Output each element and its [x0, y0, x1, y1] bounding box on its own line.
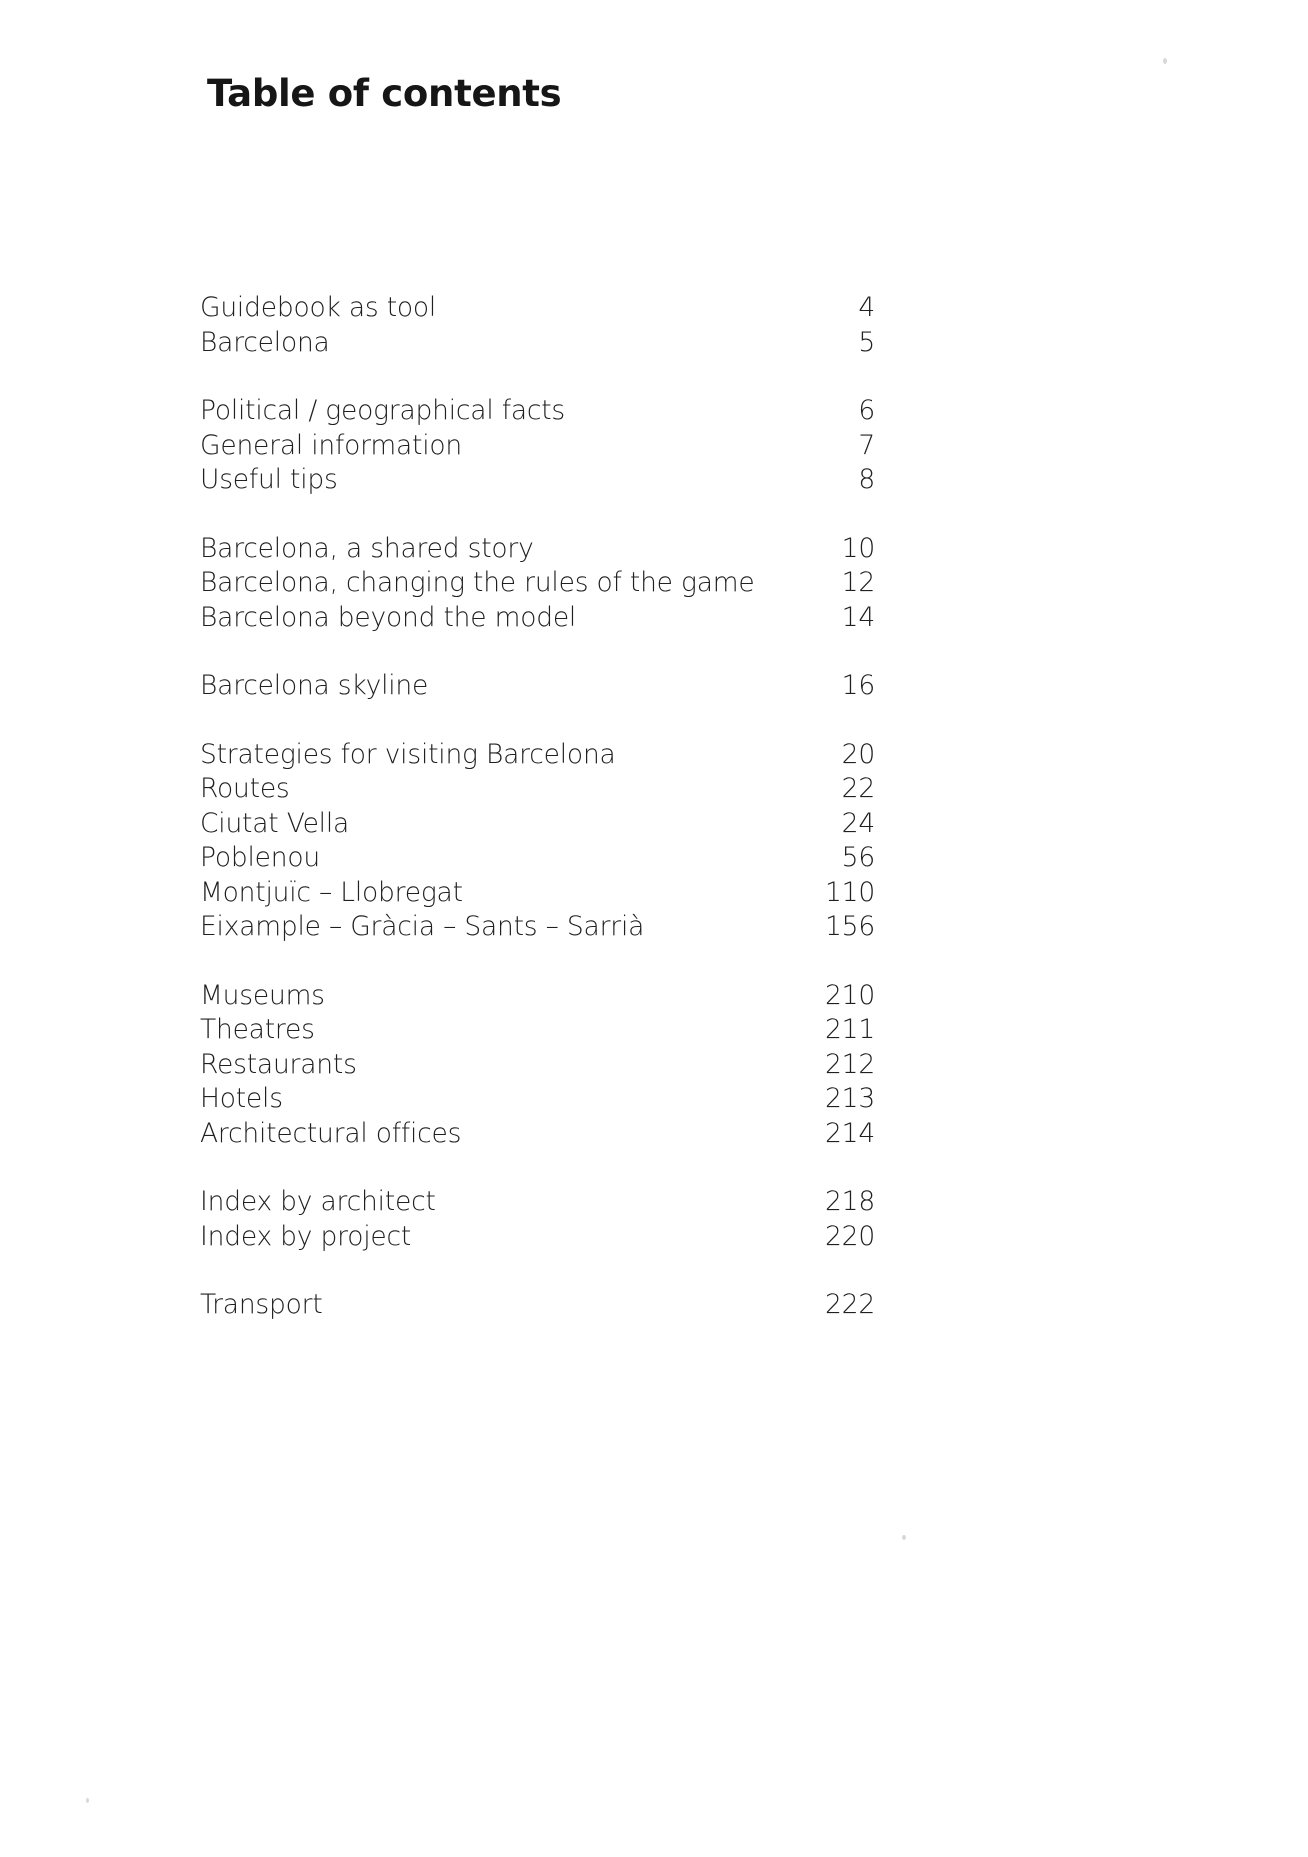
toc-entry-label: Architectural offices [200, 1117, 462, 1149]
toc-entry[interactable] [200, 327, 875, 362]
toc-entry-label: Barcelona skyline [200, 670, 429, 701]
toc-entry-page-number: 16 [841, 670, 875, 701]
toc-group [200, 395, 875, 499]
toc-entry-page-number: 14 [841, 601, 875, 633]
toc-entry-page-number: 6 [858, 395, 875, 426]
toc-entry[interactable] [200, 1186, 875, 1221]
page-title: Table of contents [207, 72, 562, 115]
toc-entry-page-number: 5 [858, 326, 875, 358]
toc-entry[interactable] [200, 1289, 875, 1324]
toc-entry[interactable] [200, 808, 875, 843]
toc-entry[interactable] [200, 911, 875, 946]
toc-entry[interactable] [200, 567, 875, 602]
toc-entry-label: Routes [200, 773, 290, 804]
toc-entry-page-number: 210 [825, 979, 875, 1011]
toc-entry-page-number: 211 [825, 1014, 875, 1045]
toc-entry-page-number: 156 [825, 911, 875, 942]
toc-entry-label: Ciutat Vella [200, 807, 350, 839]
toc-entry-page-number: 218 [825, 1186, 875, 1217]
toc-entry-page-number: 220 [825, 1220, 875, 1252]
toc-entry-label: Restaurants [200, 1048, 357, 1080]
toc-entry-label: Hotels [200, 1083, 283, 1114]
toc-entry-label: Guidebook as tool [200, 292, 437, 323]
toc-entry-page-number: 212 [825, 1048, 875, 1080]
toc-entry[interactable] [200, 1118, 875, 1153]
toc-entry[interactable] [200, 533, 875, 568]
toc-entry-page-number: 8 [858, 464, 875, 495]
toc-entry[interactable] [200, 980, 875, 1015]
toc-group [200, 292, 875, 361]
toc-entry[interactable] [200, 773, 875, 808]
toc-group [200, 533, 875, 637]
scan-speck [902, 1535, 906, 1540]
toc-entry[interactable] [200, 464, 875, 499]
toc-entry-page-number: 10 [841, 532, 875, 564]
toc-entry[interactable] [200, 1049, 875, 1084]
toc-entry-label: General information [200, 429, 463, 461]
toc-entry[interactable] [200, 739, 875, 774]
toc-group [200, 980, 875, 1153]
toc-entry-label: Index by architect [200, 1186, 436, 1217]
toc-entry-page-number: 56 [841, 842, 875, 873]
toc-entry-page-number: 222 [825, 1289, 875, 1320]
toc-list [200, 292, 875, 1358]
toc-entry-page-number: 7 [858, 429, 875, 461]
toc-entry-page-number: 214 [825, 1117, 875, 1149]
toc-entry-label: Theatres [200, 1014, 315, 1045]
toc-entry-label: Transport [200, 1289, 323, 1320]
toc-entry-page-number: 22 [841, 773, 875, 804]
toc-entry-page-number: 12 [841, 567, 875, 598]
toc-entry-label: Barcelona, a shared story [200, 532, 534, 564]
scan-speck [1163, 58, 1167, 64]
toc-entry[interactable] [200, 292, 875, 327]
toc-entry[interactable] [200, 1221, 875, 1256]
toc-entry-label: Political / geographical facts [200, 395, 566, 426]
toc-entry[interactable] [200, 430, 875, 465]
toc-group [200, 670, 875, 705]
toc-entry-page-number: 213 [825, 1083, 875, 1114]
toc-entry-page-number: 4 [858, 292, 875, 323]
toc-entry-label: Strategies for visiting Barcelona [200, 738, 616, 770]
toc-group [200, 1186, 875, 1255]
toc-entry[interactable] [200, 395, 875, 430]
toc-entry-label: Eixample – Gràcia – Sants – Sarrià [200, 911, 645, 942]
toc-entry-label: Poblenou [200, 842, 320, 873]
toc-entry-label: Museums [200, 979, 325, 1011]
scan-speck [86, 1798, 89, 1803]
toc-entry-label: Barcelona, changing the rules of the game [200, 567, 755, 598]
toc-entry-label: Barcelona [200, 326, 330, 358]
toc-entry[interactable] [200, 1014, 875, 1049]
toc-entry-label: Useful tips [200, 464, 338, 495]
toc-entry[interactable] [200, 1083, 875, 1118]
toc-entry-label: Barcelona beyond the model [200, 601, 577, 633]
toc-entry[interactable] [200, 670, 875, 705]
toc-entry-label: Montjuïc – Llobregat [200, 876, 463, 908]
toc-group [200, 1289, 875, 1324]
toc-entry[interactable] [200, 877, 875, 912]
toc-entry-page-number: 110 [825, 876, 875, 908]
toc-group [200, 739, 875, 946]
toc-entry[interactable] [200, 602, 875, 637]
toc-entry-page-number: 24 [841, 807, 875, 839]
toc-entry[interactable] [200, 842, 875, 877]
toc-entry-page-number: 20 [841, 738, 875, 770]
toc-entry-label: Index by project [200, 1220, 412, 1252]
